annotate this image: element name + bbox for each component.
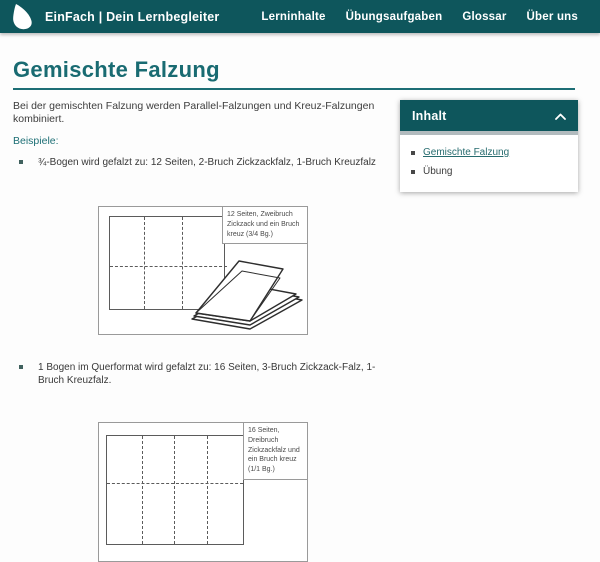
example-item-2: 1 Bogen im Querformat wird gefalzt zu: 16 Seiten, 3-Bruch Zickzack-Falz, 1-Bruch Kreuzfalz. [13, 361, 398, 387]
toc-label-uebung: Übung [423, 166, 453, 177]
example-item-1: ¾-Bogen wird gefalzt zu: 12 Seiten, 2-Bruch Zickzackfalz, 1-Bruch Kreuzfalz [13, 156, 398, 169]
example-list-1 [13, 156, 398, 169]
fold-line-horizontal [107, 483, 243, 484]
chevron-up-icon[interactable] [555, 107, 566, 125]
inhalt-title: Inhalt [412, 108, 447, 123]
drop-leaf-icon [10, 3, 33, 30]
fold-line-vertical [182, 217, 183, 309]
nav-link-uebungsaufgaben[interactable]: Übungsaufgaben [345, 10, 443, 23]
fold-line-vertical [142, 436, 143, 544]
examples-label: Beispiele: [13, 135, 59, 147]
title-divider [13, 88, 575, 90]
fold-line-vertical [207, 436, 208, 544]
nav-link-glossar[interactable]: Glossar [462, 10, 507, 23]
figure-caption: 16 Seiten, Dreibruch Zickzackfalz und ein Bruch kreuz (1/1 Bg.) [243, 423, 307, 480]
nav-link-ueber-uns[interactable]: Über uns [526, 10, 578, 23]
inhalt-panel-header[interactable] [400, 100, 578, 131]
intro-paragraph: Bei der gemischten Falzung werden Parallel-Falzungen und Kreuz-Falzungen kombiniert. [13, 100, 375, 125]
toc-item-gemischte-falzung [410, 147, 568, 159]
sheet-outline [106, 435, 244, 545]
fold-line-vertical [144, 217, 145, 309]
fold-line-vertical [174, 436, 175, 544]
brand-title: EinFach | Dein Lernbegleiter [45, 9, 220, 24]
figure-caption: 12 Seiten, Zweibruch Zickzack und ein Bruch kreuz (3/4 Bg.) [222, 207, 307, 244]
main-nav [261, 11, 578, 23]
brand[interactable] [10, 3, 219, 30]
example-list-2 [13, 361, 398, 387]
inhalt-panel [400, 100, 578, 192]
folded-paper-illustration [184, 253, 306, 333]
top-navbar [0, 0, 600, 33]
nav-link-lerninhalte[interactable]: Lerninhalte [261, 10, 326, 23]
fold-diagram-16-seiten [98, 422, 308, 562]
page-title: Gemischte Falzung [13, 57, 220, 82]
toc-list [400, 135, 578, 192]
toc-item-uebung [410, 166, 568, 178]
fold-diagram-12-seiten [98, 206, 308, 335]
toc-link-gemischte-falzung[interactable]: Gemischte Falzung [423, 147, 510, 158]
